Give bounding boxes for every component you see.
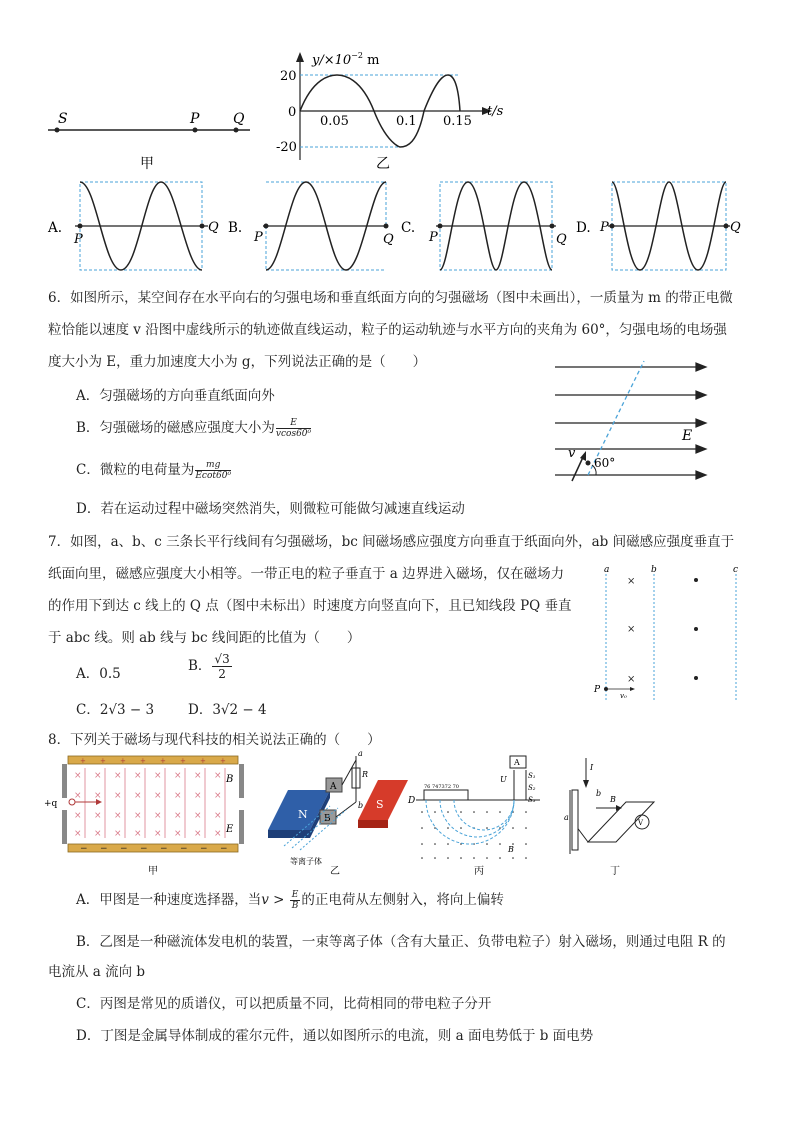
svg-text:Q: Q <box>556 232 567 247</box>
q6-option-c[interactable]: C．微粒的电荷量为 $\frac{mg}{\text{Ecot60⁰}}$ <box>76 460 232 481</box>
svg-text:76 747372 70: 76 747372 70 <box>424 784 459 790</box>
svg-text:I: I <box>590 763 594 772</box>
q7-option-a[interactable]: A．0.5 <box>76 666 121 682</box>
svg-text:N: N <box>298 808 308 821</box>
svg-text:a: a <box>358 750 363 758</box>
q6-option-d[interactable]: D．若在运动过程中磁场突然消失，则微粒可能做匀减速直线运动 <box>76 501 465 517</box>
svg-text:×: × <box>154 791 162 801</box>
svg-text:−: − <box>80 844 88 854</box>
field-e-label: E <box>682 428 693 444</box>
figure-q8-yi <box>268 750 408 877</box>
svg-text:−: − <box>160 844 168 854</box>
svg-text:−: − <box>100 844 108 854</box>
svg-text:丙: 丙 <box>474 866 484 877</box>
q6-option-a[interactable]: A．匀强磁场的方向垂直纸面向外 <box>76 388 275 404</box>
label-p: P <box>190 111 200 127</box>
svg-text:+: + <box>120 757 126 765</box>
svg-text:+q: +q <box>44 799 58 809</box>
q8-option-b-line2: 电流从 a 流向 b <box>48 964 146 980</box>
svg-text:等离子体: 等离子体 <box>290 857 322 866</box>
q8-option-d[interactable]: D．丁图是金属导体制成的霍尔元件，通以如图所示的电流，则 a 面电势低于 b 面电势 <box>76 1028 594 1044</box>
svg-text:×: × <box>174 791 182 801</box>
svg-text:c: c <box>733 565 739 575</box>
svg-text:×: × <box>214 791 222 801</box>
figure-q8-jia <box>44 756 244 877</box>
y-tick-20: 20 <box>280 69 297 84</box>
svg-text:A.: A. <box>48 220 63 236</box>
svg-text:P: P <box>594 685 601 695</box>
angle-label: 60° <box>594 456 616 470</box>
q5-option-b[interactable] <box>228 182 394 270</box>
point-p <box>193 128 198 133</box>
svg-text:×: × <box>194 791 202 801</box>
svg-text:−: − <box>220 844 228 854</box>
q8-figures <box>40 750 660 880</box>
y-axis-label: $y/\times 10^{-2}$ m <box>312 51 380 68</box>
svg-text:×: × <box>194 811 202 821</box>
svg-text:+: + <box>80 757 86 765</box>
q6-option-b[interactable]: B．匀强磁场的磁感应强度大小为 $\frac{E}{\text{vcos60⁰}}$ <box>76 418 312 439</box>
svg-text:×: × <box>134 791 142 801</box>
svg-text:P: P <box>600 220 609 235</box>
svg-text:D.: D. <box>576 220 591 236</box>
svg-text:×: × <box>134 811 142 821</box>
svg-text:v₀: v₀ <box>620 692 627 700</box>
label-s: S <box>58 111 68 127</box>
svg-text:乙: 乙 <box>330 866 340 877</box>
q7-option-b[interactable]: B． $\frac{√3}{2}$ <box>188 652 230 681</box>
svg-text:+: + <box>180 757 186 765</box>
svg-text:×: × <box>94 829 102 839</box>
svg-text:A: A <box>514 758 520 767</box>
svg-text:a: a <box>604 565 610 575</box>
caption-jia: 甲 <box>140 156 154 172</box>
svg-text:S₂: S₂ <box>528 784 536 792</box>
svg-text:a: a <box>564 813 569 822</box>
svg-text:甲: 甲 <box>148 866 158 877</box>
svg-text:+: + <box>140 757 146 765</box>
svg-text:−: − <box>200 844 208 854</box>
q7-figure <box>592 562 752 707</box>
svg-text:×: × <box>174 829 182 839</box>
point-q <box>234 128 239 133</box>
svg-text:+: + <box>160 757 166 765</box>
svg-text:b: b <box>596 789 602 798</box>
svg-text:−: − <box>180 844 188 854</box>
q7-option-c[interactable]: C．2√3 − 3 <box>76 702 155 718</box>
svg-text:P: P <box>254 230 263 245</box>
svg-text:S: S <box>376 798 384 811</box>
velocity-label: v <box>568 446 576 461</box>
y-tick-neg20: -20 <box>276 140 297 155</box>
svg-text:×: × <box>94 791 102 801</box>
svg-text:b: b <box>651 565 657 575</box>
svg-text:×: × <box>74 829 82 839</box>
svg-text:P: P <box>74 232 83 247</box>
q5-figures <box>0 0 800 290</box>
svg-text:×: × <box>154 811 162 821</box>
svg-text:P: P <box>429 230 438 245</box>
q7-option-d[interactable]: D．3√2 − 4 <box>188 702 267 718</box>
svg-text:×: × <box>214 829 222 839</box>
svg-text:B.: B. <box>228 220 243 236</box>
figure-jia <box>48 111 250 172</box>
svg-text:S₃: S₃ <box>528 796 536 804</box>
svg-text:B: B <box>508 845 514 854</box>
t-axis-label: t/s <box>487 104 504 119</box>
svg-text:×: × <box>174 771 182 781</box>
label-q: Q <box>233 111 245 127</box>
q6-stem-line1: 6．如图所示，某空间存在水平向右的匀强电场和垂直纸面方向的匀强磁场（图中未画出），一质量为 m 的带正电微 <box>48 290 733 306</box>
svg-text:R: R <box>362 770 369 779</box>
svg-text:U: U <box>500 775 507 784</box>
svg-text:×: × <box>74 811 82 821</box>
q6-stem-line3: 度大小为 E，重力加速度大小为 g，下列说法正确的是（ ） <box>48 354 427 370</box>
q5-option-c[interactable] <box>401 182 567 270</box>
caption-yi: 乙 <box>376 156 390 172</box>
svg-text:×: × <box>114 771 122 781</box>
svg-text:×: × <box>134 829 142 839</box>
svg-text:×: × <box>94 771 102 781</box>
svg-text:×: × <box>627 576 636 587</box>
svg-text:+: + <box>100 757 106 765</box>
t-tick-015: 0.15 <box>443 114 472 129</box>
svg-text:A: A <box>330 782 337 792</box>
svg-text:Q: Q <box>208 220 219 235</box>
svg-text:×: × <box>134 771 142 781</box>
svg-text:V: V <box>638 819 644 827</box>
svg-text:×: × <box>74 791 82 801</box>
svg-text:B: B <box>610 795 616 804</box>
svg-text:×: × <box>194 771 202 781</box>
q8-stem: 8．下列关于磁场与现代科技的相关说法正确的（ ） <box>48 732 381 748</box>
point-s <box>55 128 60 133</box>
svg-text:丁: 丁 <box>610 866 620 877</box>
svg-text:−: − <box>120 844 128 854</box>
q7-stem-line3: 的作用下到达 c 线上的 Q 点（图中未标出）时速度方向竖直向下，且已知线段 PQ 垂直 <box>48 598 572 614</box>
q6-figure <box>550 355 710 490</box>
svg-text:×: × <box>74 771 82 781</box>
svg-text:−: − <box>140 844 148 854</box>
svg-text:S₁: S₁ <box>528 772 536 780</box>
q5-option-d[interactable] <box>576 182 741 270</box>
q6-stem-line2: 粒恰能以速度 v 沿图中虚线所示的轨迹做直线运动，粒子的运动轨迹与水平方向的夹角为 60°，匀强电场的电场强 <box>48 322 727 338</box>
q7-stem-line4: 于 abc 线。则 ab 线与 bc 线间距的比值为（ ） <box>48 630 361 646</box>
y-tick-0: 0 <box>288 105 297 120</box>
figure-q8-ding <box>564 758 654 877</box>
svg-text:×: × <box>627 674 636 685</box>
svg-text:E: E <box>226 824 234 835</box>
q8-option-a[interactable]: A．甲图是一种速度选择器，当v > $\frac{E}{B}$ 的正电荷从左侧射入，将向上偏转 <box>76 890 504 911</box>
svg-text:×: × <box>94 811 102 821</box>
q5-option-a[interactable] <box>47 182 219 270</box>
t-tick-01: 0.1 <box>396 114 417 129</box>
svg-text:C.: C. <box>401 220 416 236</box>
svg-text:+: + <box>220 757 226 765</box>
svg-text:Q: Q <box>383 232 394 247</box>
figure-q8-bing <box>407 756 540 877</box>
svg-text:×: × <box>174 811 182 821</box>
svg-text:Q: Q <box>730 220 741 235</box>
svg-text:+: + <box>200 757 206 765</box>
svg-text:×: × <box>114 811 122 821</box>
q7-stem-line1: 7．如图，a、b、c 三条长平行线间有匀强磁场，bc 间磁场感应强度方向垂直于纸面向外，ab 间磁感应强度垂直于 <box>48 534 735 550</box>
svg-text:×: × <box>194 829 202 839</box>
svg-text:×: × <box>154 829 162 839</box>
svg-text:×: × <box>627 624 636 635</box>
q8-option-c[interactable]: C．丙图是常见的质谱仪，可以把质量不同，比荷相同的带电粒子分开 <box>76 996 492 1012</box>
svg-text:D: D <box>408 796 416 806</box>
svg-text:×: × <box>214 811 222 821</box>
q8-option-b-line1[interactable]: B．乙图是一种磁流体发电机的装置，一束等离子体（含有大量正、负带电粒子）射入磁场，则通过电阻 R 的 <box>76 934 726 950</box>
svg-text:B: B <box>324 814 331 824</box>
svg-text:×: × <box>114 791 122 801</box>
svg-text:×: × <box>154 771 162 781</box>
t-tick-005: 0.05 <box>320 114 349 129</box>
figure-yi <box>276 51 504 172</box>
svg-text:b: b <box>358 801 364 810</box>
svg-text:B: B <box>226 774 234 785</box>
svg-text:×: × <box>214 771 222 781</box>
svg-text:×: × <box>114 829 122 839</box>
particle <box>586 461 591 466</box>
q7-stem-line2: 纸面向里，磁感应强度大小相等。一带正电的粒子垂直于 a 边界进入磁场，仅在磁场力 <box>48 566 565 582</box>
